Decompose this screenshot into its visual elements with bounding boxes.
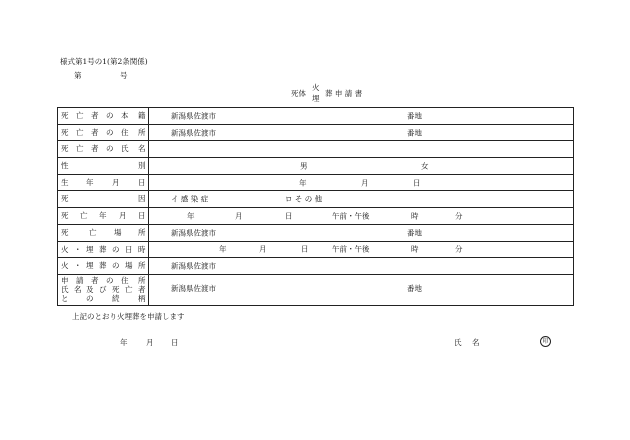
field-honseki[interactable]: 新潟県佐渡市 番地 (149, 108, 574, 125)
field-burial-place[interactable]: 新潟県佐渡市 (149, 258, 574, 275)
field-birthdate[interactable]: 年 月 日 (149, 174, 574, 191)
go-label: 号 (120, 71, 128, 80)
label-birthdate: 生 年 月 日 (58, 174, 149, 191)
row-death-datetime (58, 208, 574, 225)
seal-icon: 印 (540, 336, 551, 347)
row-burial-place (58, 258, 574, 275)
label-burial-datetime: 火 ・ 埋 葬 の 日 時 (58, 241, 149, 258)
field-jusho[interactable]: 新潟県佐渡市 番地 (149, 124, 574, 141)
title-prefix: 死体 (291, 89, 306, 98)
label-burial-place: 火 ・ 埋 葬 の 場 所 (58, 258, 149, 275)
title-suffix: 葬 申 請 書 (325, 89, 363, 98)
title-bottom: 埋 (312, 94, 320, 103)
row-shimei (58, 141, 574, 158)
date-year-label: 年 (120, 338, 128, 347)
row-applicant (58, 274, 574, 305)
option-infectious[interactable]: イ 感 染 症 (171, 194, 209, 204)
option-other[interactable]: ロ そ の 他 (285, 194, 323, 204)
row-birthdate (58, 174, 574, 191)
row-honseki (58, 108, 574, 125)
label-shiin: 死 因 (58, 191, 149, 208)
form-number: 様式第1号の1(第2条関係) (60, 57, 148, 66)
label-jusho: 死 亡 者 の 住 所 (58, 124, 149, 141)
title-top: 火 (312, 83, 320, 92)
row-burial-datetime (58, 241, 574, 258)
label-death-datetime: 死 亡 年 月 日 (58, 208, 149, 225)
date-month-label: 月 (146, 338, 154, 347)
label-applicant: 申 請 者 の 住 所 氏 名 及 び 死 亡 者 と の 続 柄 (58, 274, 149, 305)
field-shimei[interactable] (149, 141, 574, 158)
row-shiin (58, 191, 574, 208)
applicant-shi-label: 氏 (454, 338, 462, 347)
field-seibetsu[interactable] (149, 158, 574, 175)
option-female[interactable]: 女 (421, 161, 429, 171)
field-burial-datetime[interactable]: 年 月 日 午前・午後 時 分 (149, 241, 574, 258)
applicant-mei-label: 名 (472, 338, 480, 347)
label-honseki: 死 亡 者 の 本 籍 (58, 108, 149, 125)
field-death-datetime[interactable]: 年 月 日 午前・午後 時 分 (149, 208, 574, 225)
label-shimei: 死 亡 者 の 氏 名 (58, 141, 149, 158)
row-seibetsu (58, 158, 574, 175)
application-statement: 上記のとおり火埋葬を申請します (72, 312, 185, 321)
option-male[interactable]: 男 (300, 161, 308, 171)
label-death-place: 死 亡 場 所 (58, 224, 149, 241)
field-death-place[interactable]: 新潟県佐渡市 番地 (149, 224, 574, 241)
application-form-table (57, 107, 574, 306)
row-death-place (58, 224, 574, 241)
date-day-label: 日 (171, 338, 179, 347)
field-applicant[interactable]: 新潟県佐渡市 番地 (149, 274, 574, 305)
label-seibetsu: 性 別 (58, 158, 149, 175)
row-jusho (58, 124, 574, 141)
field-shiin[interactable] (149, 191, 574, 208)
dai-label: 第 (74, 71, 82, 80)
